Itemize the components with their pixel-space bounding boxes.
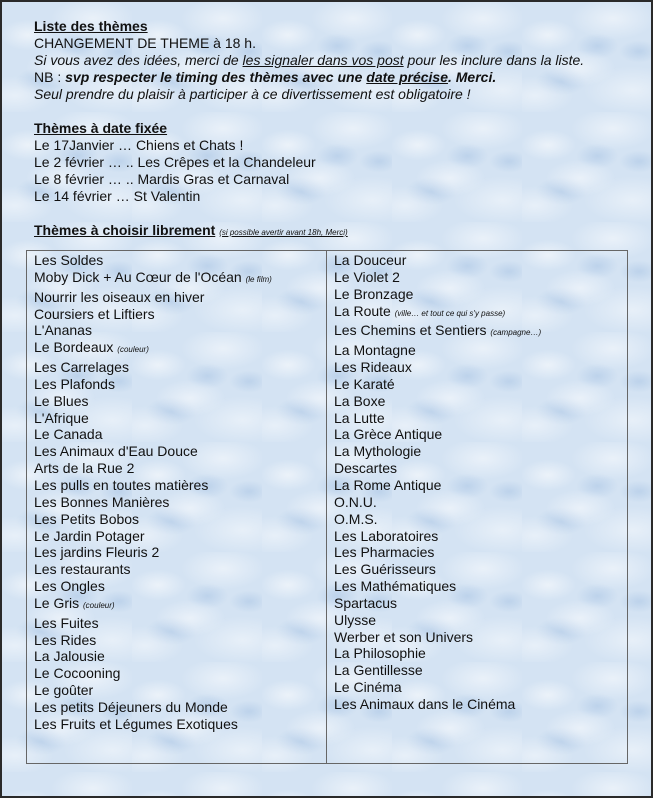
theme-item [34,528,326,545]
themes-column-right [327,251,627,763]
theme-label: Les petits Déjeuners du Monde [34,698,228,715]
theme-label: La Jalousie [34,648,105,665]
theme-item [34,252,326,269]
theme-item [334,511,627,528]
nb-line [34,69,634,86]
theme-label: Les pulls en toutes matières [34,476,209,493]
theme-label: Le Bordeaux [34,339,114,356]
theme-label: La Boxe [334,392,386,409]
theme-label: Les jardins Fleuris 2 [34,544,160,561]
theme-item [334,269,627,286]
theme-label: Les restaurants [34,561,131,578]
theme-label: Les Chemins et Sentiers [334,322,487,339]
theme-label: Les Laboratoires [334,527,439,544]
theme-item [34,716,326,733]
theme-label: Le Bronzage [334,285,414,302]
theme-note: (couleur) [117,345,149,355]
theme-label: Nourrir les oiseaux en hiver [34,288,205,305]
theme-item [334,410,627,427]
theme-label: Werber et son Univers [334,628,474,645]
fixed-date-item: Le 17Janvier … Chiens et Chats ! [34,137,244,153]
theme-item [334,662,627,679]
rule-line: Seul prendre du plaisir à participer à ce divertissement est obligatoire ! [34,86,471,102]
theme-item [334,252,627,269]
theme-label: Les Petits Bobos [34,510,140,527]
theme-note: (le film) [245,274,272,284]
fixed-dates-title: Thèmes à date fixée [34,120,168,136]
theme-label: Moby Dick + Au Cœur de l'Océan [34,268,242,285]
theme-item [34,376,326,393]
theme-label: Arts de la Rue 2 [34,460,135,477]
ideas-line [34,52,634,69]
theme-label: O.N.U. [334,493,377,510]
theme-item [34,511,326,528]
ideas-suffix: pour les inclure dans la liste. [403,52,585,68]
theme-item [334,460,627,477]
theme-item [34,269,326,289]
theme-item [334,528,627,545]
theme-item [34,443,326,460]
theme-label: Les Bonnes Manières [34,493,170,510]
theme-label: Le goûter [34,682,94,699]
theme-label: La Montagne [334,342,416,359]
fixed-date-item: Le 14 février … St Valentin [34,188,201,204]
free-choice-heading [34,222,634,241]
theme-item [334,376,627,393]
header-section [34,18,634,241]
theme-item [34,359,326,376]
theme-item [34,632,326,649]
theme-note: (ville… et tout ce qui s'y passe) [394,308,506,318]
theme-note: (couleur) [83,600,115,610]
nb-prefix: NB : [34,69,66,85]
nb-thanks: . Merci. [447,69,497,85]
theme-label: L'Ananas [34,322,92,339]
theme-label: Les Rides [34,631,97,648]
theme-label: La Mythologie [334,443,422,460]
theme-label: Les Pharmacies [334,544,435,561]
theme-label: Les Animaux dans le Cinéma [334,695,516,712]
fixed-date-item: Le 8 février … .. Mardis Gras et Carnaval [34,171,290,187]
theme-item [334,494,627,511]
theme-label: Le Jardin Potager [34,527,145,544]
theme-item [34,477,326,494]
theme-label: Le Violet 2 [334,268,400,285]
nb-bold: svp respecter le timing des thèmes avec une [65,69,367,85]
fixed-date-item: Le 2 février … .. Les Crêpes et la Chandeleur [34,154,316,170]
theme-item [34,544,326,561]
theme-label: Coursiers et Liftiers [34,305,155,322]
free-choice-note: (si possible avertir avant 18h, Merci) [219,228,348,237]
theme-label: Les Ongles [34,578,105,595]
theme-label: Le Canada [34,426,103,443]
theme-item [34,595,326,615]
theme-item [34,648,326,665]
theme-label: Spartacus [334,594,398,611]
theme-item [334,578,627,595]
theme-item [34,682,326,699]
theme-item [334,359,627,376]
theme-item [334,322,627,342]
theme-item [34,289,326,306]
theme-item [334,544,627,561]
theme-item [34,561,326,578]
theme-item [34,322,326,339]
theme-item [334,561,627,578]
ideas-prefix: Si vous avez des idées, merci de [34,52,243,68]
theme-label: L'Afrique [34,409,89,426]
theme-item [334,393,627,410]
theme-label: Les Animaux d'Eau Douce [34,443,198,460]
theme-label: Les Fruits et Légumes Exotiques [34,715,238,732]
theme-item [334,679,627,696]
theme-label: Les Mathématiques [334,578,457,595]
theme-item [34,460,326,477]
theme-label: La Philosophie [334,645,426,662]
theme-item [334,645,627,662]
theme-label: Le Karaté [334,375,395,392]
theme-label: Les Fuites [34,614,99,631]
theme-label: Les Soldes [34,252,104,268]
theme-label: La Route [334,302,391,319]
nb-date: date précise [366,69,448,85]
theme-item [334,426,627,443]
theme-label: Les Carrelages [34,359,129,376]
theme-note: (campagne…) [490,328,542,338]
theme-item [334,595,627,612]
theme-item [34,578,326,595]
theme-item [334,286,627,303]
theme-item [34,699,326,716]
theme-label: La Lutte [334,409,385,426]
theme-item [34,410,326,427]
theme-item [334,477,627,494]
theme-item [334,629,627,646]
theme-label: La Rome Antique [334,476,442,493]
theme-label: La Gentillesse [334,662,423,679]
theme-item [34,665,326,682]
theme-label: Ulysse [334,611,377,628]
theme-label: Les Rideaux [334,359,412,376]
theme-label: Les Guérisseurs [334,561,436,578]
themes-table [26,250,628,764]
theme-item [34,306,326,323]
theme-item [34,339,326,359]
theme-label: Le Gris [34,594,80,611]
theme-item [34,393,326,410]
list-title: Liste des thèmes [34,18,148,34]
theme-label: O.M.S. [334,510,378,527]
theme-item [334,443,627,460]
theme-item [34,494,326,511]
free-choice-title: Thèmes à choisir librement [34,222,216,238]
theme-label: Le Blues [34,392,89,409]
theme-item [334,342,627,359]
theme-item [334,303,627,323]
theme-item [34,426,326,443]
theme-label: La Douceur [334,252,407,268]
theme-item [334,612,627,629]
change-notice: CHANGEMENT DE THEME à 18 h. [34,35,256,51]
theme-label: Descartes [334,460,398,477]
theme-label: Les Plafonds [34,375,115,392]
themes-column-left [27,251,327,763]
theme-item [334,696,627,713]
theme-label: Le Cocooning [34,665,121,682]
theme-label: La Grèce Antique [334,426,443,443]
ideas-link: les signaler dans vos post [242,52,404,68]
theme-label: Le Cinéma [334,679,402,696]
theme-item [34,615,326,632]
